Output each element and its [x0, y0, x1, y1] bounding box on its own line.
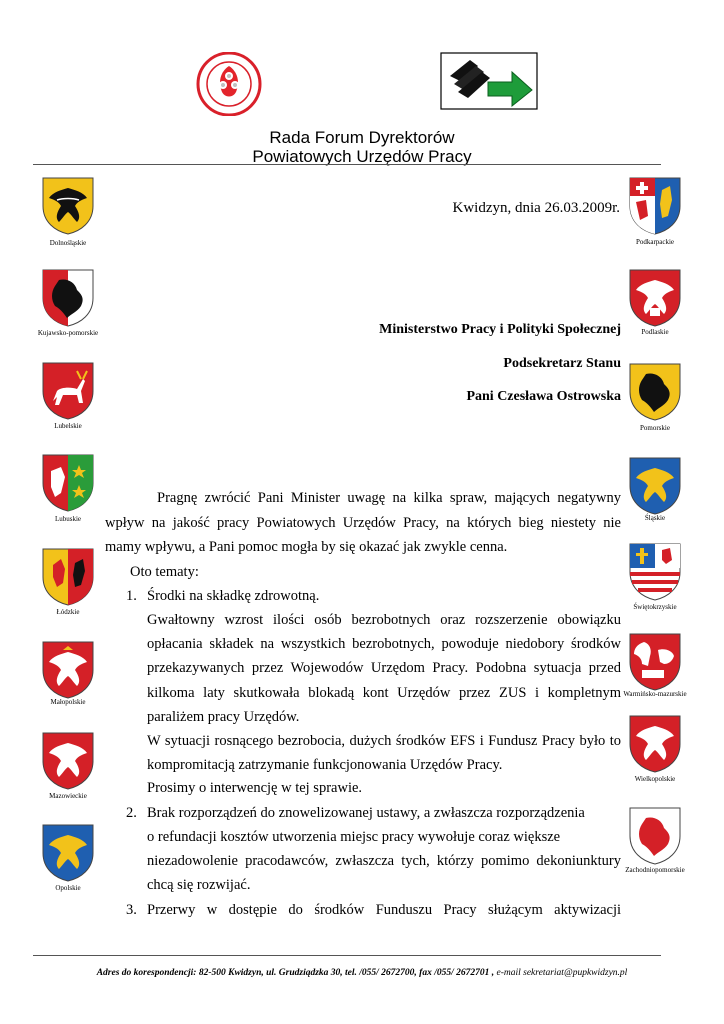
body-line: niezadowolenie pracodawców, zwłaszcza tych, którzy pomimo dekoniunktury	[147, 853, 621, 869]
crest-label: Kujawsko-pomorskie	[37, 329, 99, 337]
crest-lubuskie	[41, 453, 95, 513]
crest-label: Lubelskie	[54, 422, 82, 430]
body-line: opłacania składek na wszystkich bezrobotnych, powoduje niedobory środków	[147, 636, 621, 652]
header-divider	[33, 164, 661, 165]
item-title: Środki na składkę zdrowotną.	[147, 588, 320, 604]
crest-slaskie	[628, 456, 682, 516]
zpp-logo	[190, 52, 268, 116]
header-line1: Rada Forum Dyrektorów	[269, 128, 455, 147]
body-line: chcą się rozwijać.	[147, 877, 251, 893]
arrow-logo	[440, 52, 538, 110]
body-line: przekazywanych przez Wojewodów Urzędom Pracy. Podobna sytuacja przed	[147, 660, 621, 676]
body-line: paraliżem pracy Urzędów.	[147, 709, 300, 725]
crest-label: Łódzkie	[56, 608, 80, 616]
crest-label: Świętokrzyskie	[633, 603, 677, 611]
footer-address-main: Adres do korespondencji: 82-500 Kwidzyn, ul. Grudziądzka 30, tel. /055/ 2672700, fax /055/ 2672701 ,	[96, 968, 495, 978]
addressee-ministry: Ministerstwo Pracy i Polityki Społecznej	[379, 322, 621, 337]
crest-swietokrzyskie	[628, 542, 682, 602]
body-line: wpływ na jakość pracy Powiatowych Urzędów Pracy, na których bieg niestety nie	[105, 515, 621, 531]
header-title	[0, 128, 724, 166]
crest-dolnoslaskie	[41, 176, 95, 236]
body-line: Prosimy o interwencję w tej sprawie.	[147, 780, 363, 796]
list-number: 1.	[126, 588, 137, 604]
crest-lodzkie	[41, 547, 95, 607]
addressee-name: Pani Czesława Ostrowska	[466, 389, 621, 404]
footer-divider	[33, 955, 661, 956]
crest-label: Śląskie	[644, 514, 666, 522]
crest-warminsko-mazurskie	[628, 632, 682, 692]
crest-label: Warmińsko-mazurskie	[623, 690, 687, 698]
crest-label: Lubuskie	[54, 515, 82, 523]
body-line: Brak rozporządzeń do znowelizowanej ustawy, a zwłaszcza rozporządzenia	[147, 805, 585, 821]
list-number: 2.	[126, 805, 137, 821]
body-line: mamy wpływu, a Pani pomoc mogła by się okazać jak zwykle cenna.	[105, 539, 508, 555]
letter-date: Kwidzyn, dnia 26.03.2009r.	[452, 200, 620, 216]
body-line: Gwałtowny wzrost ilości osób bezrobotnych oraz rozszerzenie obowiązku	[147, 612, 621, 628]
crest-zachodniopomorskie	[628, 806, 682, 866]
crest-label: Podlaskie	[641, 328, 669, 336]
header-line2: Powiatowych Urzędów Pracy	[252, 147, 472, 166]
crest-label: Podkarpackie	[635, 238, 675, 246]
footer-address	[0, 968, 724, 978]
crest-label: Dolnośląskie	[49, 239, 87, 247]
crest-label: Opolskie	[55, 884, 81, 892]
crest-label: Mazowieckie	[49, 792, 87, 800]
crest-malopolskie	[41, 640, 95, 700]
body-line: Pragnę zwrócić Pani Minister uwagę na kilka spraw, mających negatywny	[157, 490, 621, 506]
crest-wielkopolskie	[628, 714, 682, 774]
crest-pomorskie	[628, 362, 682, 422]
crest-label: Pomorskie	[640, 424, 670, 432]
body-line: kilkoma laty skutkowała blokadą kont Urzędów przez ZUS i kompletnym	[147, 685, 621, 701]
crest-opolskie	[41, 823, 95, 883]
list-number: 3.	[126, 902, 137, 918]
topics-heading: Oto tematy:	[130, 564, 199, 580]
crest-label: Wielkopolskie	[634, 775, 676, 783]
crest-lubelskie	[41, 361, 95, 421]
crest-podlaskie	[628, 268, 682, 328]
body-line: W sytuacji rosnącego bezrobocia, dużych środków EFS i Fundusz Pracy było to	[147, 733, 621, 749]
crest-kujawsko-pomorskie	[41, 268, 95, 328]
crest-label: Zachodniopomorskie	[625, 866, 685, 874]
body-line: o refundacji kosztów utworzenia miejsc pracy wywołuje coraz większe	[147, 829, 561, 845]
footer-email: e-mail sekretariat@pupkwidzyn.pl	[494, 968, 628, 978]
crest-label: Małopolskie	[50, 698, 86, 706]
body-line: Przerwy w dostępie do środków Funduszu Pracy służącym aktywizacji	[147, 902, 621, 918]
addressee-title: Podsekretarz Stanu	[503, 356, 621, 371]
crest-podkarpackie	[628, 176, 682, 236]
crest-mazowieckie	[41, 731, 95, 791]
body-line: kompromitacją zatrzymanie funkcjonowania Urzędów Pracy.	[147, 757, 503, 773]
